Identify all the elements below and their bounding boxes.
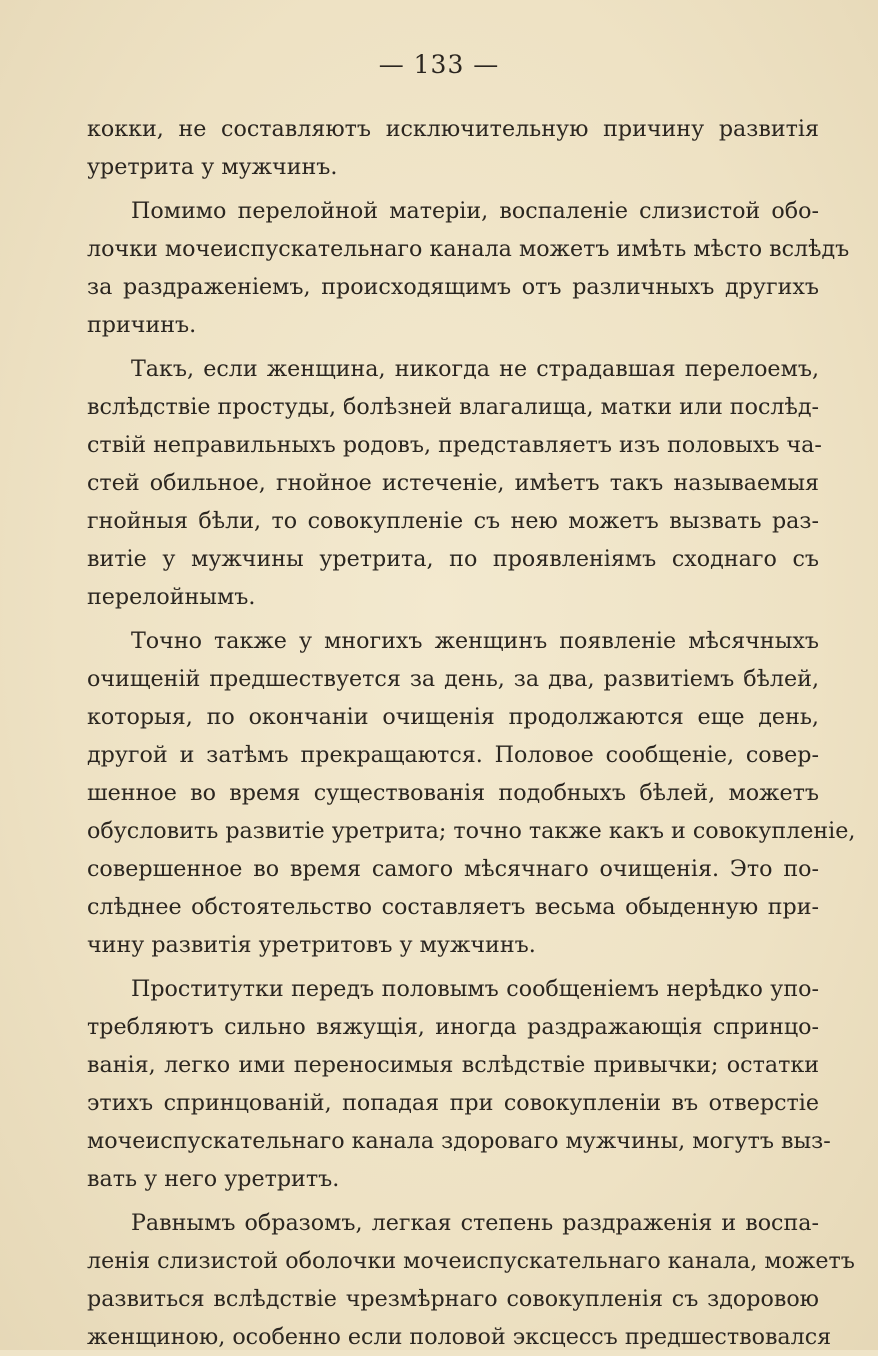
text-line: Помимо перелойной матеріи, воспаленіе слизистой обо- [131,198,819,224]
text-line: витіе у мужчины уретрита, по проявленіямъ сходнаго съ [87,546,819,572]
text-line: развиться вслѣдствіе чрезмѣрнаго совокупленія съ здоровою [87,1286,819,1312]
text-line: слѣднее обстоятельство составляетъ весьма обыденную при- [87,894,819,920]
text-line: лочки мочеиспускательнаго канала можетъ имѣть мѣсто вслѣдъ [87,236,850,262]
page-number: — 133 — [378,50,500,79]
text-line: очищеній предшествуется за день, за два, развитіемъ бѣлей, [87,666,819,692]
text-line: мочеиспускательнаго канала здороваго мужчины, могутъ выз- [87,1128,831,1154]
text-line: вать у него уретритъ. [87,1166,340,1192]
text-line: кокки, не составляютъ исключительную причину развитія [87,116,819,142]
text-line: Проститутки передъ половымъ сообщеніемъ нерѣдко упо- [131,976,819,1002]
text-line: Точно также у многихъ женщинъ появленіе мѣсячныхъ [131,628,819,654]
text-line: женщиною, особенно если половой эксцессъ предшествовался [87,1324,832,1350]
text-line: ленія слизистой оболочки мочеиспускательнаго канала, можетъ [87,1248,855,1274]
text-line: уретрита у мужчинъ. [87,154,338,180]
text-line: гнойныя бѣли, то совокупленіе съ нею можетъ вызвать раз- [87,508,819,534]
text-line: чину развитія уретритовъ у мужчинъ. [87,932,536,958]
text-line: Такъ, если женщина, никогда не страдавшая перелоемъ, [131,356,819,382]
text-line: этихъ спринцованій, попадая при совокупленіи въ отверстіе [87,1090,819,1116]
text-line: требляютъ сильно вяжущія, иногда раздражающія спринцо- [87,1014,819,1040]
text-line: другой и затѣмъ прекращаются. Половое сообщеніе, совер- [87,742,819,768]
text-line: причинъ. [87,312,197,338]
text-line: ванія, легко ими переносимыя вслѣдствіе привычки; остатки [87,1052,819,1078]
text-line: перелойнымъ. [87,584,256,610]
text-line: вслѣдствіе простуды, болѣзней влагалища, матки или послѣд- [87,394,820,420]
text-line: которыя, по окончаніи очищенія продолжаются еще день, [87,704,819,730]
text-line: ствій неправильныхъ родовъ, представляетъ изъ половыхъ ча- [87,432,822,458]
text-line: стей обильное, гнойное истеченіе, имѣетъ такъ называемыя [87,470,819,496]
text-line: обусловить развитіе уретрита; точно также какъ и совокупленіе, [87,818,856,844]
text-line: совершенное во время самого мѣсячнаго очищенія. Это по- [87,856,819,882]
text-line: шенное во время существованія подобныхъ бѣлей, можетъ [87,780,819,806]
text-line: за раздраженіемъ, происходящимъ отъ различныхъ другихъ [87,274,819,300]
text-line: Равнымъ образомъ, легкая степень раздраженія и воспа- [131,1210,819,1236]
body-text [87,110,856,1356]
